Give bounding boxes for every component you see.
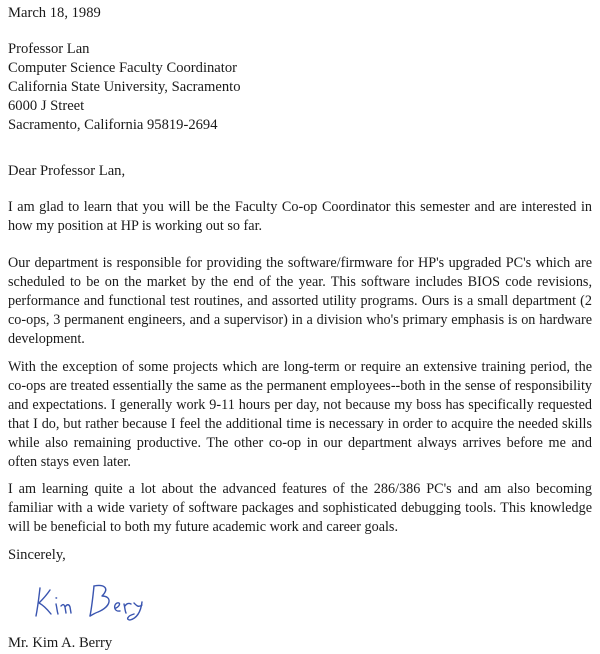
recipient-city: Sacramento, California 95819-2694 bbox=[8, 117, 218, 133]
paragraph-1: I am glad to learn that you will be the Faculty Co-op Coordinator this semester and are interested in how my position at HP is working out so far. bbox=[8, 199, 592, 234]
signatory-name: Mr. Kim A. Berry bbox=[8, 635, 113, 651]
recipient-institution: California State University, Sacramento bbox=[8, 79, 241, 95]
paragraph-4: I am learning quite a lot about the advanced features of the 286/386 PC's and am also becoming familiar with a wide variety of software packages and sophisticated debugging tools. This knowledge will be beneficial to both my future academic work and career goals. bbox=[8, 481, 592, 535]
recipient-title: Computer Science Faculty Coordinator bbox=[8, 60, 237, 76]
recipient-street: 6000 J Street bbox=[8, 98, 85, 114]
closing: Sincerely, bbox=[8, 547, 66, 563]
paragraph-2: Our department is responsible for providing the software/firmware for HP's upgraded PC's which are scheduled to be on the market by the end of the year. This software includes BIOS code revisions, performance and functional test routines, and assorted utility programs. Ours is a small department (2 co-ops, 3 permanent engineers, and a supervisor) in a division who's primary emphasis is on hardware development. bbox=[8, 255, 592, 347]
signature-image bbox=[30, 578, 160, 622]
salutation: Dear Professor Lan, bbox=[8, 163, 126, 179]
recipient-name: Professor Lan bbox=[8, 41, 90, 57]
paragraph-3: With the exception of some projects which are long-term or require an extensive training period, the co-ops are treated essentially the same as the permanent employees--both in the sense of responsibility and expectations. I generally work 9-11 hours per day, not because my boss has specifically requested that I do, but rather because I feel the additional time is necessary in order to acquire the needed skills while also remaining productive. The other co-op in our department always arrives before me and often stays even later. bbox=[8, 359, 592, 470]
letter-date: March 18, 1989 bbox=[8, 5, 101, 21]
